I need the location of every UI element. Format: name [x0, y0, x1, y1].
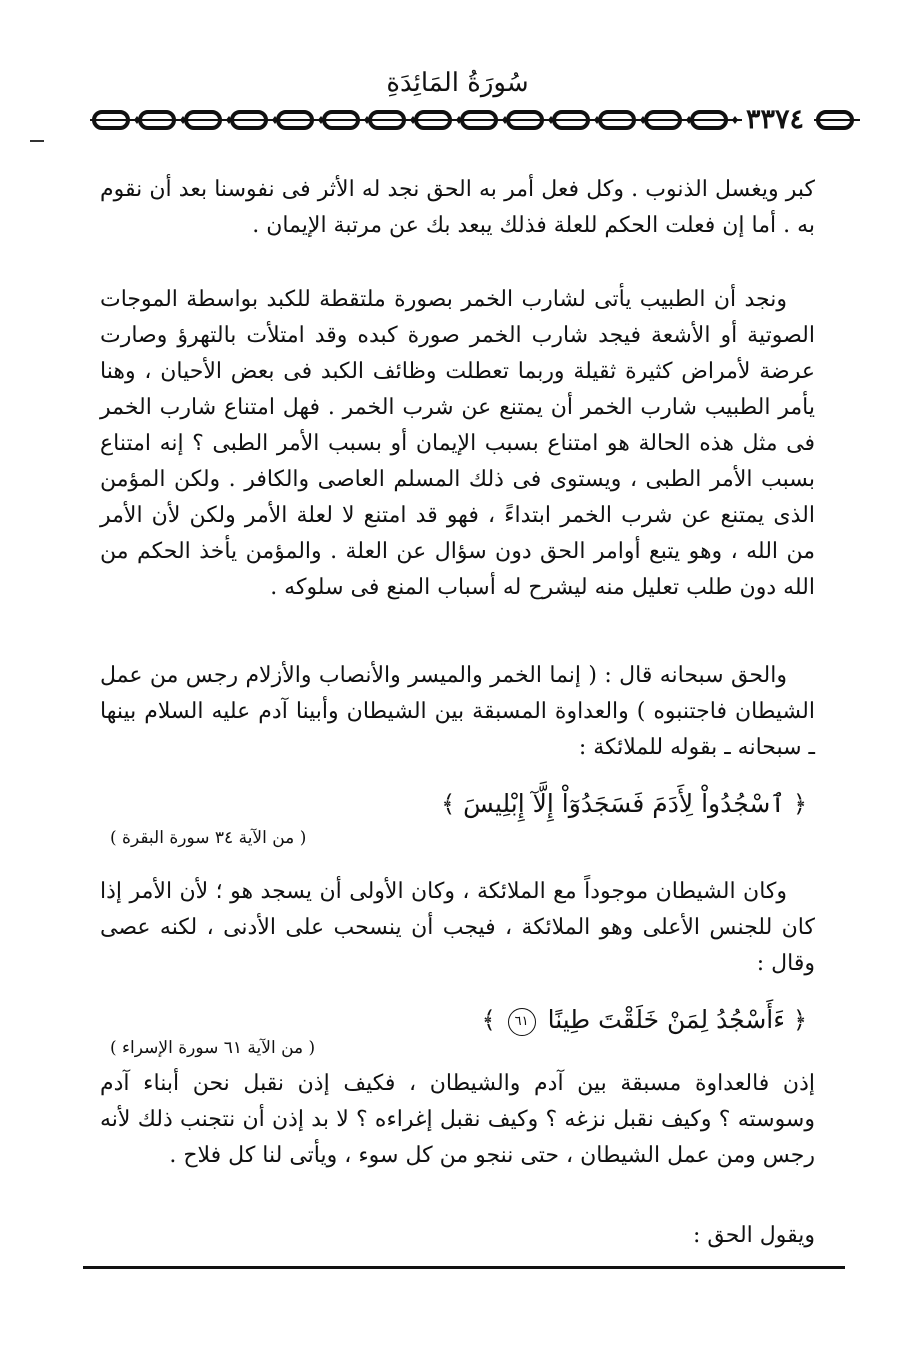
verse-text: ٱسْجُدُواْ لِأَدَمَ فَسَجَدُوٓاْ إِلَّآ إِبْلِيسَ: [463, 789, 785, 818]
quran-verse-2: [482, 1000, 807, 1040]
body-text-block-4: [100, 874, 815, 982]
margin-mark: [30, 140, 44, 142]
paragraph-2: ونجد أن الطبيب يأتى لشارب الخمر بصورة ملتقطة للكبد بواسطة الموجات الصوتية أو الأشعة فيجد شارب الخمر صورة كبده وقد امتلأت بالتهرؤ وصارت عرضة لأمراض كثيرة ثقيلة وربما تعطلت وظائف الكبد فى بعض الأحيان ، وهنا يأمر الطبيب شارب الخمر أن يمتنع عن شرب الخمر . فهل امتناع شارب الخمر فى مثل هذه الحالة هو امتناع بسبب الإيمان أو بسبب الأمر الطبى ؟ إنه امتناع بسبب الأمر الطبى ، ويستوى فى ذلك المسلم العاصى والكافر . ولكن المؤمن الذى يمتنع عن شرب الخمر ابتداءً ، فهو قد امتنع لا لعلة الأمر ولكن لأن الأمر من الله ، وهو يتبع أوامر الحق دون سؤال عن العلة . والمؤمن يأخذ الحكم من الله دون طلب تعليل منه ليشرح له أسباب المنع فى سلوكه .: [100, 287, 815, 600]
verse-citation-2: ( من الآية ٦١ سورة الإسراء ): [110, 1038, 316, 1058]
ayah-number-marker: ٦١: [508, 1008, 536, 1036]
paragraph-5: إذن فالعداوة مسبقة بين آدم والشيطان ، فكيف إذن نقبل نحن أبناء آدم وسوسته ؟ وكيف نقبل نزغه ؟ وكيف نقبل إغراءه ؟ لا بد إذن أن نتجنب ذلك لأنه رجس ومن عمل الشيطان ، حتى ننجو من كل سوء ، ويأتى لنا كل فلاح .: [100, 1071, 815, 1168]
body-text-block-2: [100, 282, 815, 606]
quran-verse-1: [441, 784, 807, 824]
body-text-block-1: [100, 172, 815, 244]
surah-title: سُورَةُ المَائِدَةِ: [386, 68, 529, 98]
paragraph-4: وكان الشيطان موجوداً مع الملائكة ، وكان الأولى أن يسجد هو ؛ لأن الأمر إذا كان للجنس الأعلى وهو الملائكة ، فيجب أن ينسحب على الأدنى ، لكنه عصى وقال :: [100, 879, 815, 976]
verse-citation-1: ( من الآية ٣٤ سورة البقرة ): [110, 828, 307, 848]
closing-line: ويقول الحق :: [693, 1223, 815, 1248]
paragraph-3: والحق سبحانه قال : ( إنما الخمر والميسر والأنصاب والأزلام رجس من عمل الشيطان فاجتنبوه ) والعداوة المسبقة بين الشيطان وأبينا آدم عليه السلام بينها ـ سبحانه ـ بقوله للملائكة :: [100, 663, 815, 760]
ornamental-border: [90, 107, 860, 133]
verse-close-bracket: ﴾: [441, 790, 456, 818]
paragraph-1: كبر ويغسل الذنوب . وكل فعل أمر به الحق نجد له الأثر فى نفوسنا بعد أن نقوم به . أما إن فعلت الحكم للعلة فذلك يبعد بك عن مرتبة الإيمان .: [100, 177, 815, 238]
verse-text: ءَأَسْجُدُ لِمَنْ خَلَقْتَ طِينًا: [547, 1005, 785, 1034]
verse-open-bracket: ﴿: [792, 1006, 807, 1034]
footer-rule: [83, 1266, 845, 1269]
body-text-block-5: [100, 1066, 815, 1174]
body-text-block-3: [100, 658, 815, 766]
verse-open-bracket: ﴿: [792, 790, 807, 818]
page-number: ٣٣٧٤: [746, 104, 805, 135]
verse-close-bracket: ﴾: [481, 1006, 496, 1034]
